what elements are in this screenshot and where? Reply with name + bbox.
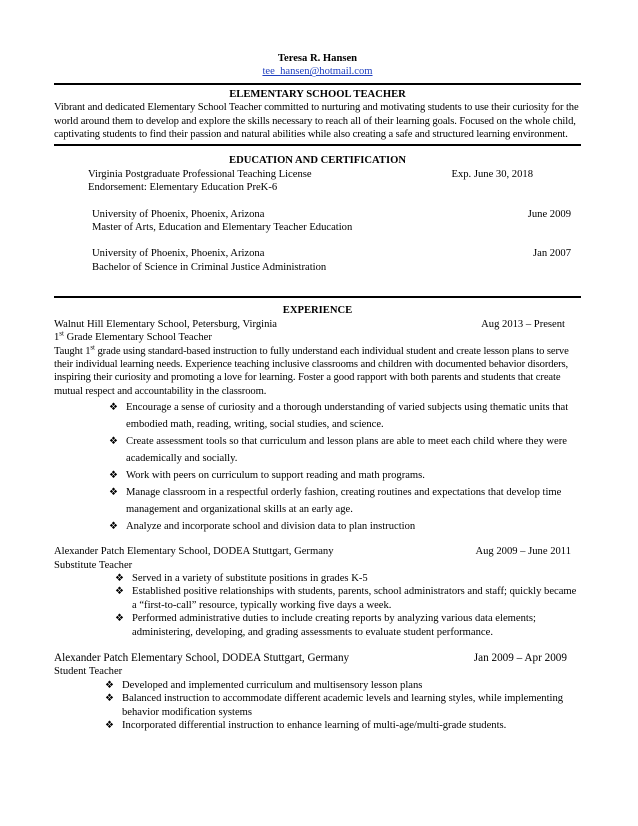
diamond-bullet-icon: ❖	[109, 436, 118, 448]
objective-title: ELEMENTARY SCHOOL TEACHER	[229, 88, 406, 100]
employer: Alexander Patch Elementary School, DODEA Stuttgart, Germany	[54, 651, 350, 664]
divider	[54, 83, 581, 85]
job-bullets	[54, 399, 581, 535]
license-block	[54, 168, 581, 195]
divider	[54, 144, 581, 146]
education-entry	[54, 247, 581, 274]
job-dates: Aug 2013 – Present	[481, 318, 565, 330]
list-item: ❖ Served in a variety of substitute positions in grades K-5	[115, 572, 368, 584]
diamond-bullet-icon: ❖	[109, 521, 118, 533]
diamond-bullet-icon: ❖	[109, 470, 118, 482]
license-expiration: Exp. June 30, 2018	[451, 168, 533, 180]
list-item: ❖ Create assessment tools so that curriculum and lesson plans are able to meet each child where they were academically and socially.	[106, 433, 581, 467]
employer: Alexander Patch Elementary School, DODEA Stuttgart, Germany	[54, 546, 334, 558]
endorsement: Endorsement: Elementary Education PreK-6	[88, 182, 278, 194]
email-link[interactable]: tee_hansen@hotmail.com	[262, 66, 373, 78]
divider	[54, 296, 581, 298]
degree: Master of Arts, Education and Elementary Teacher Education	[92, 222, 353, 234]
job-bullets	[54, 679, 581, 733]
job-entry	[54, 545, 581, 639]
job-role: Substitute Teacher	[54, 559, 133, 571]
education-entry	[54, 208, 581, 235]
list-item: ❖ Incorporated differential instruction to enhance learning of multi-age/multi-grade students.	[105, 720, 507, 731]
list-item: ❖ Manage classroom in a respectful orderly fashion, creating routines and expectations that develop time management and organizational skills at an early age.	[106, 484, 581, 518]
job-entry	[54, 318, 581, 535]
employer: Walnut Hill Elementary School, Petersburg, Virginia	[54, 318, 278, 330]
school-date: Jan 2007	[533, 248, 571, 260]
diamond-bullet-icon: ❖	[115, 613, 124, 625]
job-role: Student Teacher	[54, 666, 123, 678]
job-bullets	[54, 572, 581, 639]
list-item: ❖ Work with peers on curriculum to support reading and math programs.	[106, 467, 581, 484]
job-description: Taught 1st grade using standard-based instruction to fully understand each individual student and create lesson plans to serve their individual learning needs. Experience teaching inclusive classrooms and children with documented behavior disorders, inspiring their curiosity and promoting a love for learning. Foster a good rapport with both parents and students that create mutual respect and accountability in the classroom.	[54, 342, 569, 397]
diamond-bullet-icon: ❖	[109, 402, 118, 414]
degree: Bachelor of Science in Criminal Justice Administration	[92, 261, 327, 273]
job-dates: Aug 2009 – June 2011	[475, 546, 571, 558]
diamond-bullet-icon: ❖	[105, 679, 114, 691]
diamond-bullet-icon: ❖	[109, 487, 118, 499]
experience-title: EXPERIENCE	[282, 305, 353, 317]
list-item: ❖ Analyze and incorporate school and division data to plan instruction	[106, 518, 581, 535]
diamond-bullet-icon: ❖	[115, 586, 124, 598]
diamond-bullet-icon: ❖	[105, 693, 114, 705]
candidate-name: Teresa R. Hansen	[277, 53, 358, 64]
list-item: ❖ Established positive relationships with students, parents, school administrators and staff; quickly became a “first-to-call” resource, typically working five days a week.	[115, 586, 577, 611]
diamond-bullet-icon: ❖	[105, 720, 114, 731]
education-title: EDUCATION AND CERTIFICATION	[229, 155, 406, 167]
job-role: 1st Grade Elementary School Teacher	[54, 329, 212, 344]
list-item: ❖ Performed administrative duties to include creating reports by analyzing various data elements; administering, developing, and grading assessments to evaluate student performance.	[115, 613, 536, 638]
job-entry	[54, 652, 581, 732]
job-dates: Jan 2009 – Apr 2009	[473, 651, 567, 664]
school-name: University of Phoenix, Phoenix, Arizona	[92, 248, 265, 260]
objective-text: Vibrant and dedicated Elementary School Teacher committed to nurturing and motivating students to use their curiosity for the world around them to develop and explore the skills necessary to reach all of their learning goals. Focused on the whole child, captivating students to find their passion and natural abilities while also creating a safe and structured learning environment.	[54, 102, 579, 141]
school-name: University of Phoenix, Phoenix, Arizona	[92, 208, 265, 220]
list-item: ❖ Developed and implemented curriculum and multisensory lesson plans	[105, 679, 423, 691]
list-item: ❖ Balanced instruction to accommodate different academic levels and learning styles, while implementing behavior modification systems	[105, 693, 564, 718]
license-name: Virginia Postgraduate Professional Teaching License	[88, 168, 312, 180]
list-item: ❖ Encourage a sense of curiosity and a thorough understanding of varied subjects using thematic units that embodied math, reading, writing, social studies, and science.	[106, 399, 581, 433]
diamond-bullet-icon: ❖	[115, 572, 124, 584]
school-date: June 2009	[527, 208, 571, 220]
